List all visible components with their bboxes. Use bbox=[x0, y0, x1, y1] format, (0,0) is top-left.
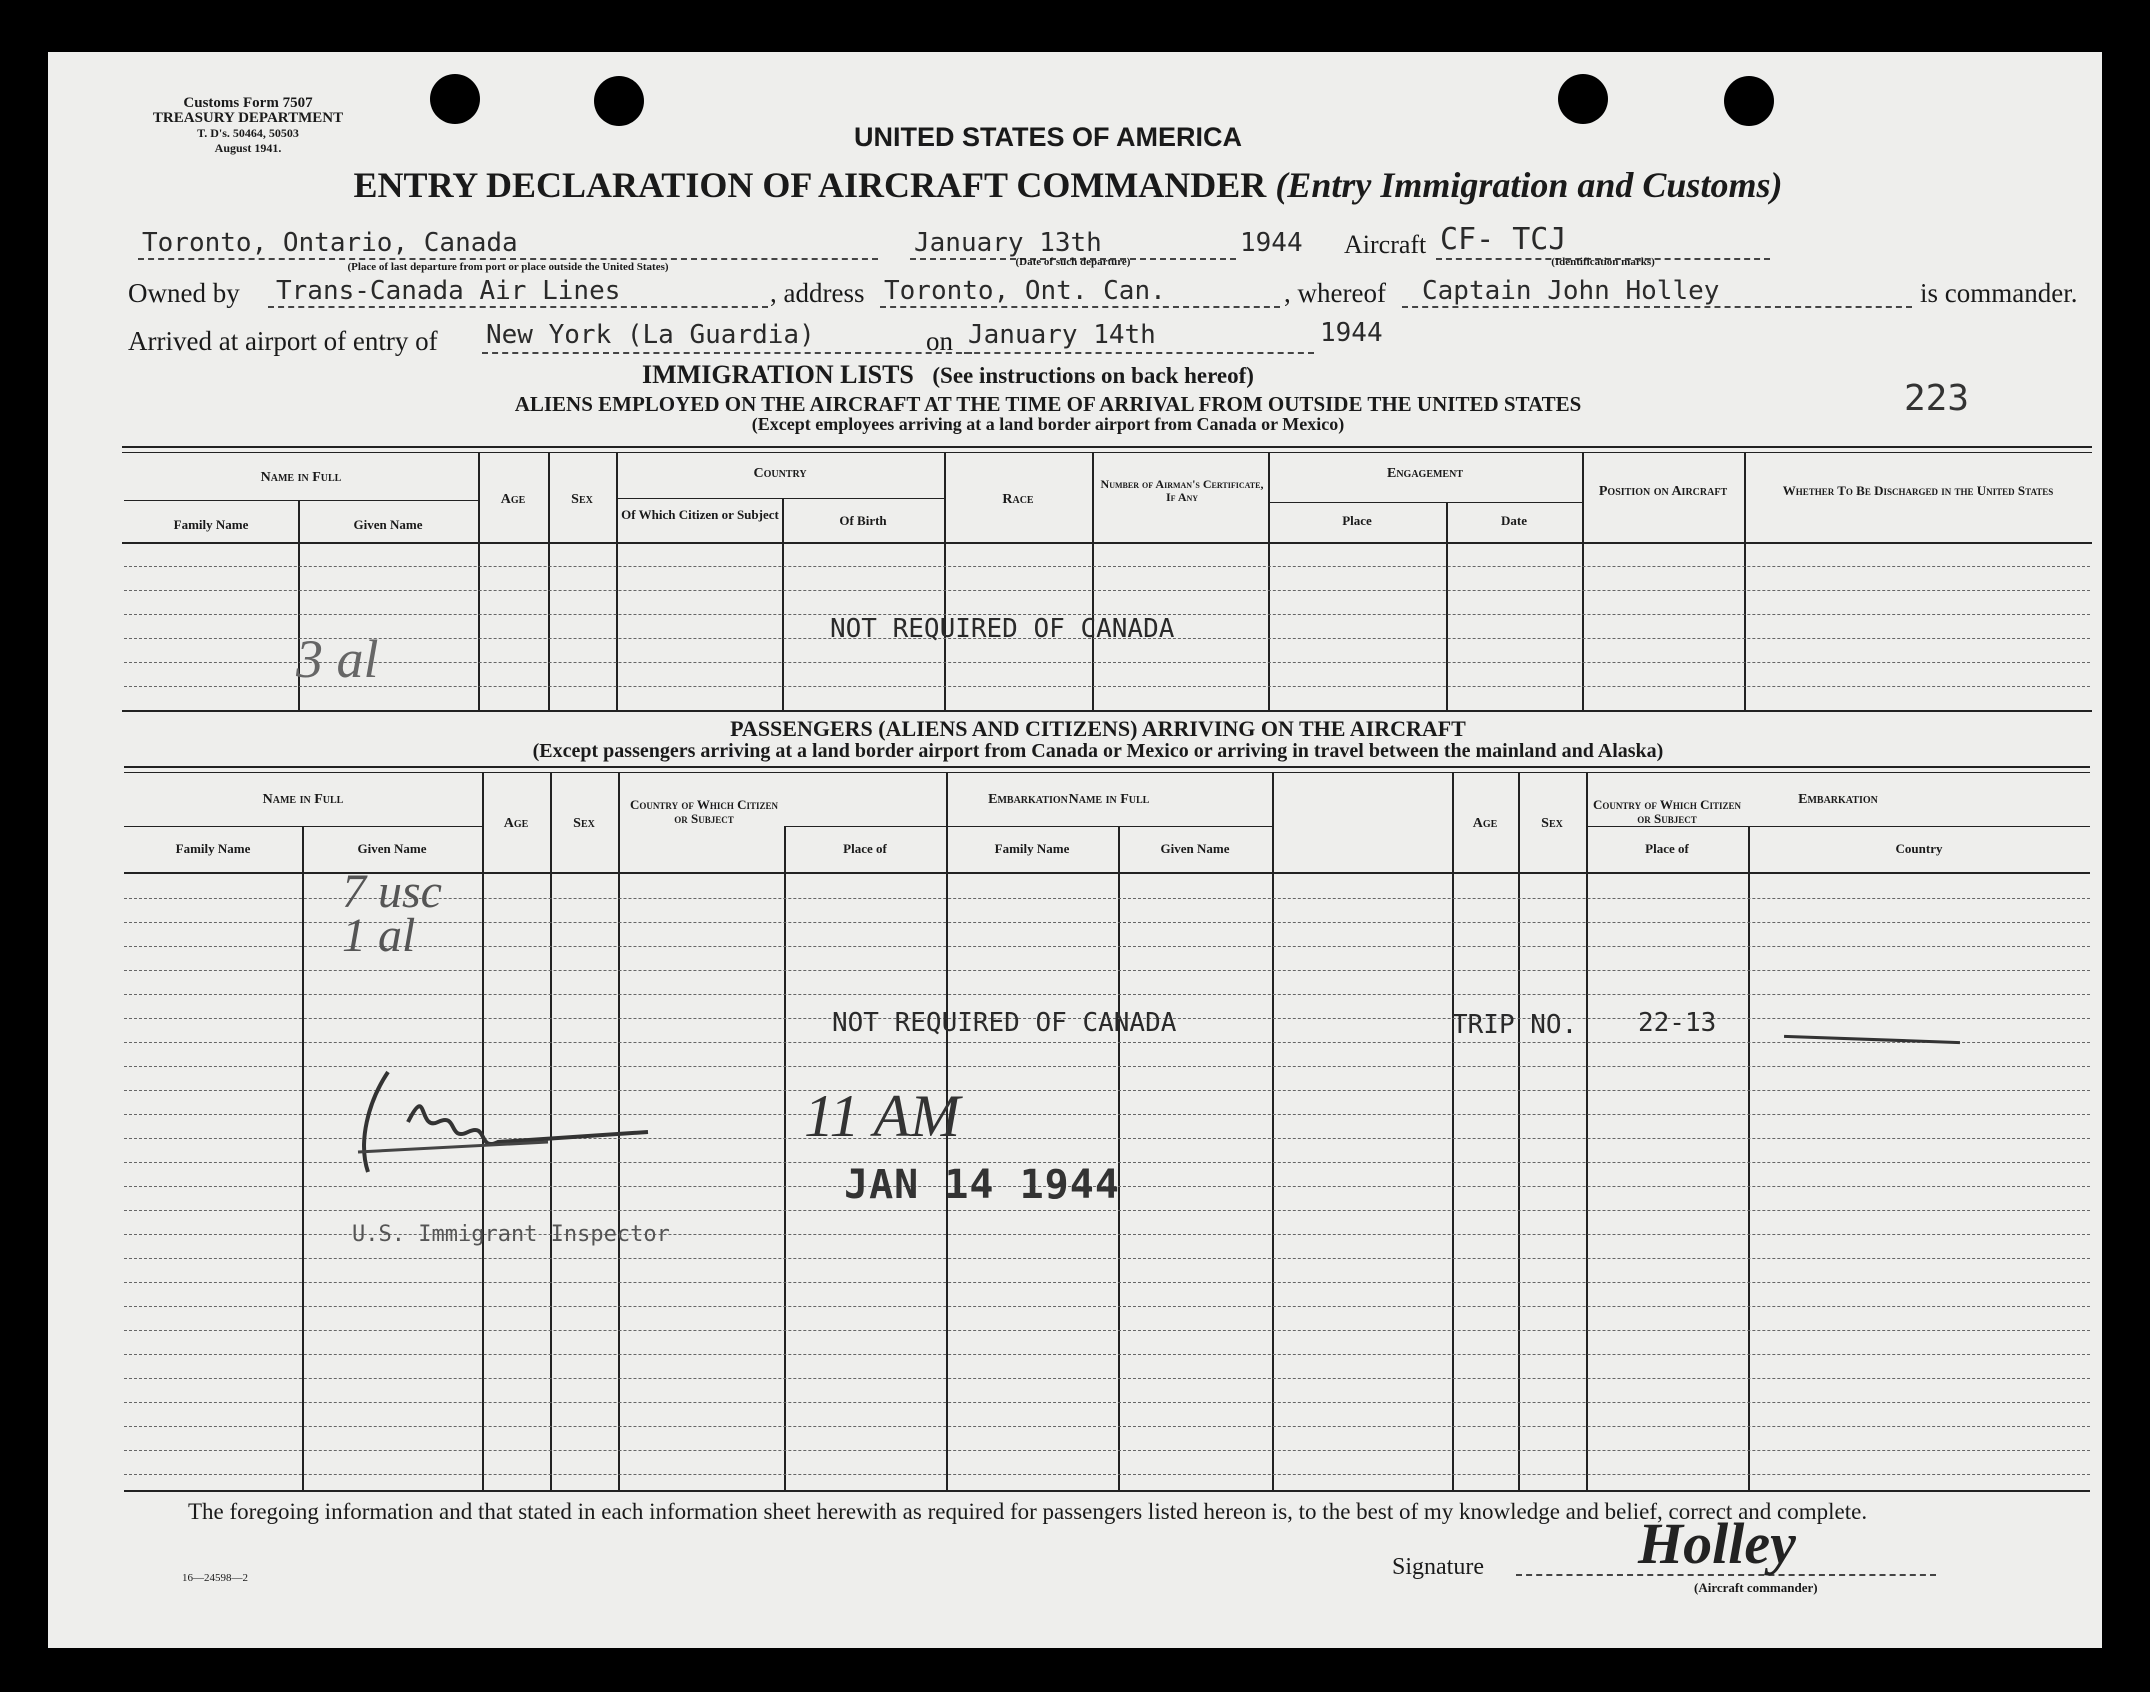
punch-hole bbox=[430, 74, 480, 124]
t1-position-header: Position on Aircraft bbox=[1598, 484, 1728, 499]
ruled-line bbox=[124, 1402, 2090, 1403]
arrival-date-value: January 14th bbox=[968, 320, 1156, 350]
form-info bbox=[128, 96, 368, 156]
date-stamp: JAN 14 1944 bbox=[844, 1162, 1120, 1208]
ruled-line bbox=[124, 1042, 2090, 1043]
t1-country-header: Country bbox=[753, 466, 807, 481]
commander-signature: Holley bbox=[1638, 1511, 1796, 1576]
t1-age-header: Age bbox=[500, 492, 526, 507]
owner-field[interactable] bbox=[268, 276, 768, 308]
t2-place-of-header: Place of bbox=[843, 841, 887, 856]
immigration-title-note: (See instructions on back hereof) bbox=[932, 363, 1254, 388]
arrival-year: 1944 bbox=[1320, 318, 1383, 348]
form-title-main: ENTRY DECLARATION OF AIRCRAFT COMMANDER bbox=[353, 165, 1267, 205]
time-note: 11 AM bbox=[804, 1083, 961, 1149]
t1-given-name-header: Given Name bbox=[353, 517, 423, 532]
immigration-title bbox=[348, 360, 1548, 390]
t1-name-in-full-header: Name in Full bbox=[260, 470, 342, 485]
immigration-subtitle-note: (Except employees arriving at a land border airport from Canada or Mexico) bbox=[751, 414, 1345, 434]
t2-sex-header: Sex bbox=[573, 816, 595, 831]
punch-hole bbox=[1724, 76, 1774, 126]
treasury-decisions: T. D's. 50464, 50503 bbox=[197, 126, 299, 140]
t2-family-name-header-b: Family Name bbox=[994, 841, 1070, 856]
department: TREASURY DEPARTMENT bbox=[152, 110, 344, 126]
t2-citizen-of-header-b: Country of Which Citizen or Subject bbox=[1593, 797, 1741, 826]
ruled-line bbox=[124, 1378, 2090, 1379]
t1-sex-header: Sex bbox=[571, 492, 593, 507]
immigration-subtitle: ALIENS EMPLOYED ON THE AIRCRAFT AT THE TIME OF ARRIVAL FROM OUTSIDE THE UNITED STATES bbox=[514, 392, 1582, 416]
print-code: 16—24598—2 bbox=[182, 1572, 248, 1584]
t2-given-name-header-b: Given Name bbox=[1160, 841, 1230, 856]
owner-value: Trans-Canada Air Lines bbox=[276, 276, 621, 306]
form-page bbox=[48, 52, 2102, 1648]
country-heading: UNITED STATES OF AMERICA bbox=[854, 122, 1242, 152]
t2-place-of-header-b: Place of bbox=[1645, 841, 1689, 856]
t2-country-header-b: Country bbox=[1895, 841, 1943, 856]
address-label: , address bbox=[770, 278, 865, 308]
arrived-label: Arrived at airport of entry of bbox=[128, 326, 438, 356]
t1-race-header: Race bbox=[1002, 492, 1034, 507]
trip-number: 22-13 bbox=[1638, 1008, 1717, 1038]
form-number: Customs Form 7507 bbox=[183, 95, 313, 111]
t2-citizen-of-header: Country of Which Citizen or Subject bbox=[630, 797, 778, 826]
on-label: on bbox=[926, 326, 953, 356]
aircraft-marks-field[interactable] bbox=[1436, 222, 1770, 260]
t1-citizen-of-header: Of Which Citizen or Subject bbox=[621, 507, 779, 522]
t1-engagement-header: Engagement bbox=[1386, 466, 1463, 481]
t1-discharged-header: Whether To Be Discharged in the United States bbox=[1782, 483, 2054, 498]
departure-date-value: January 13th bbox=[914, 228, 1102, 258]
departure-year: 1944 bbox=[1240, 228, 1303, 258]
inspector-caption: U.S. Immigrant Inspector bbox=[352, 1222, 670, 1247]
ruled-line bbox=[124, 970, 2090, 971]
page-number: 223 bbox=[1904, 378, 1970, 419]
t1-date-header: Date bbox=[1501, 513, 1527, 528]
inspector-signature bbox=[348, 1062, 708, 1182]
owned-by-label: Owned by bbox=[128, 278, 240, 308]
punch-hole bbox=[594, 76, 644, 126]
ruled-line bbox=[124, 1282, 2090, 1283]
t2-age-header: Age bbox=[503, 816, 529, 831]
aircraft-marks-value: CF- TCJ bbox=[1440, 222, 1567, 257]
ruled-line bbox=[124, 1306, 2090, 1307]
airport-field[interactable] bbox=[482, 320, 972, 354]
ruled-line bbox=[124, 1210, 2090, 1211]
is-commander-label: is commander. bbox=[1920, 278, 2078, 308]
t1-airman-cert-header: Number of Airman's Certificate, If Any bbox=[1100, 477, 1264, 504]
signature-caption: (Aircraft commander) bbox=[1694, 1580, 1818, 1595]
immigration-title-text: IMMIGRATION LISTS bbox=[642, 360, 914, 389]
t2-age-header-b: Age bbox=[1472, 816, 1498, 831]
t2-embarkation-header: Embarkation bbox=[988, 792, 1068, 807]
ruled-line bbox=[124, 1258, 2090, 1259]
punch-hole bbox=[1558, 74, 1608, 124]
commander-value: Captain John Holley bbox=[1422, 276, 1720, 306]
ruled-line bbox=[124, 1330, 2090, 1331]
t2-sex-header-b: Sex bbox=[1541, 816, 1563, 831]
form-title bbox=[168, 164, 1968, 206]
t2-handwritten-count bbox=[342, 865, 442, 962]
aircraft-caption: (Identification marks) bbox=[1551, 256, 1655, 268]
aircraft-label: Aircraft bbox=[1344, 230, 1427, 259]
t1-place-header: Place bbox=[1342, 513, 1372, 528]
ruled-line bbox=[124, 1426, 2090, 1427]
form-title-paren: (Entry Immigration and Customs) bbox=[1275, 165, 1783, 205]
airport-value: New York (La Guardia) bbox=[486, 320, 815, 350]
t1-family-name-header: Family Name bbox=[173, 517, 249, 532]
declaration-text: The foregoing information and that stated in each information sheet herewith as required for passengers listed hereon is, to the best of my knowledge and belief, correct and complete. bbox=[188, 1499, 1868, 1524]
departure-place-value: Toronto, Ontario, Canada bbox=[142, 228, 518, 258]
form-date: August 1941. bbox=[214, 141, 282, 155]
address-field[interactable] bbox=[880, 276, 1280, 308]
commander-field[interactable] bbox=[1402, 276, 1912, 308]
trip-label: TRIP NO. bbox=[1452, 1010, 1578, 1040]
passengers-title: PASSENGERS (ALIENS AND CITIZENS) ARRIVING ON THE AIRCRAFT bbox=[730, 716, 1466, 741]
t2-given-name-header: Given Name bbox=[357, 841, 427, 856]
departure-date-caption: (Date of such departure) bbox=[1015, 256, 1131, 268]
t2-name-in-full-header: Name in Full bbox=[262, 792, 344, 807]
ruled-line bbox=[124, 1354, 2090, 1355]
t1-handwritten-count: 3 al bbox=[296, 629, 379, 689]
ruled-line bbox=[124, 994, 2090, 995]
t2-handwritten-count-2: 1 al bbox=[342, 909, 416, 962]
t2-not-required-note: NOT REQUIRED OF CANADA bbox=[832, 1008, 1177, 1038]
t1-of-birth-header: Of Birth bbox=[839, 513, 887, 528]
t1-not-required-note: NOT REQUIRED OF CANADA bbox=[830, 614, 1175, 644]
t2-embarkation-header-b: Embarkation bbox=[1798, 792, 1878, 807]
ruled-line bbox=[124, 1450, 2090, 1451]
t2-handwritten-count-1: 7 usc bbox=[342, 865, 442, 918]
signature-label: Signature bbox=[1392, 1554, 1484, 1580]
departure-place-field[interactable] bbox=[138, 228, 878, 260]
address-value: Toronto, Ont. Can. bbox=[884, 276, 1166, 306]
ruled-line bbox=[124, 1474, 2090, 1475]
t2-family-name-header: Family Name bbox=[175, 841, 251, 856]
departure-place-caption: (Place of last departure from port or place outside the United States) bbox=[347, 261, 669, 273]
arrival-date-field[interactable] bbox=[964, 320, 1314, 354]
t2-name-in-full-header-b: Name in Full bbox=[1068, 792, 1150, 807]
passengers-subtitle: (Except passengers arriving at a land border airport from Canada or Mexico or arriving in travel between the mainland and Alaska) bbox=[532, 740, 1664, 762]
whereof-label: , whereof bbox=[1284, 278, 1386, 308]
